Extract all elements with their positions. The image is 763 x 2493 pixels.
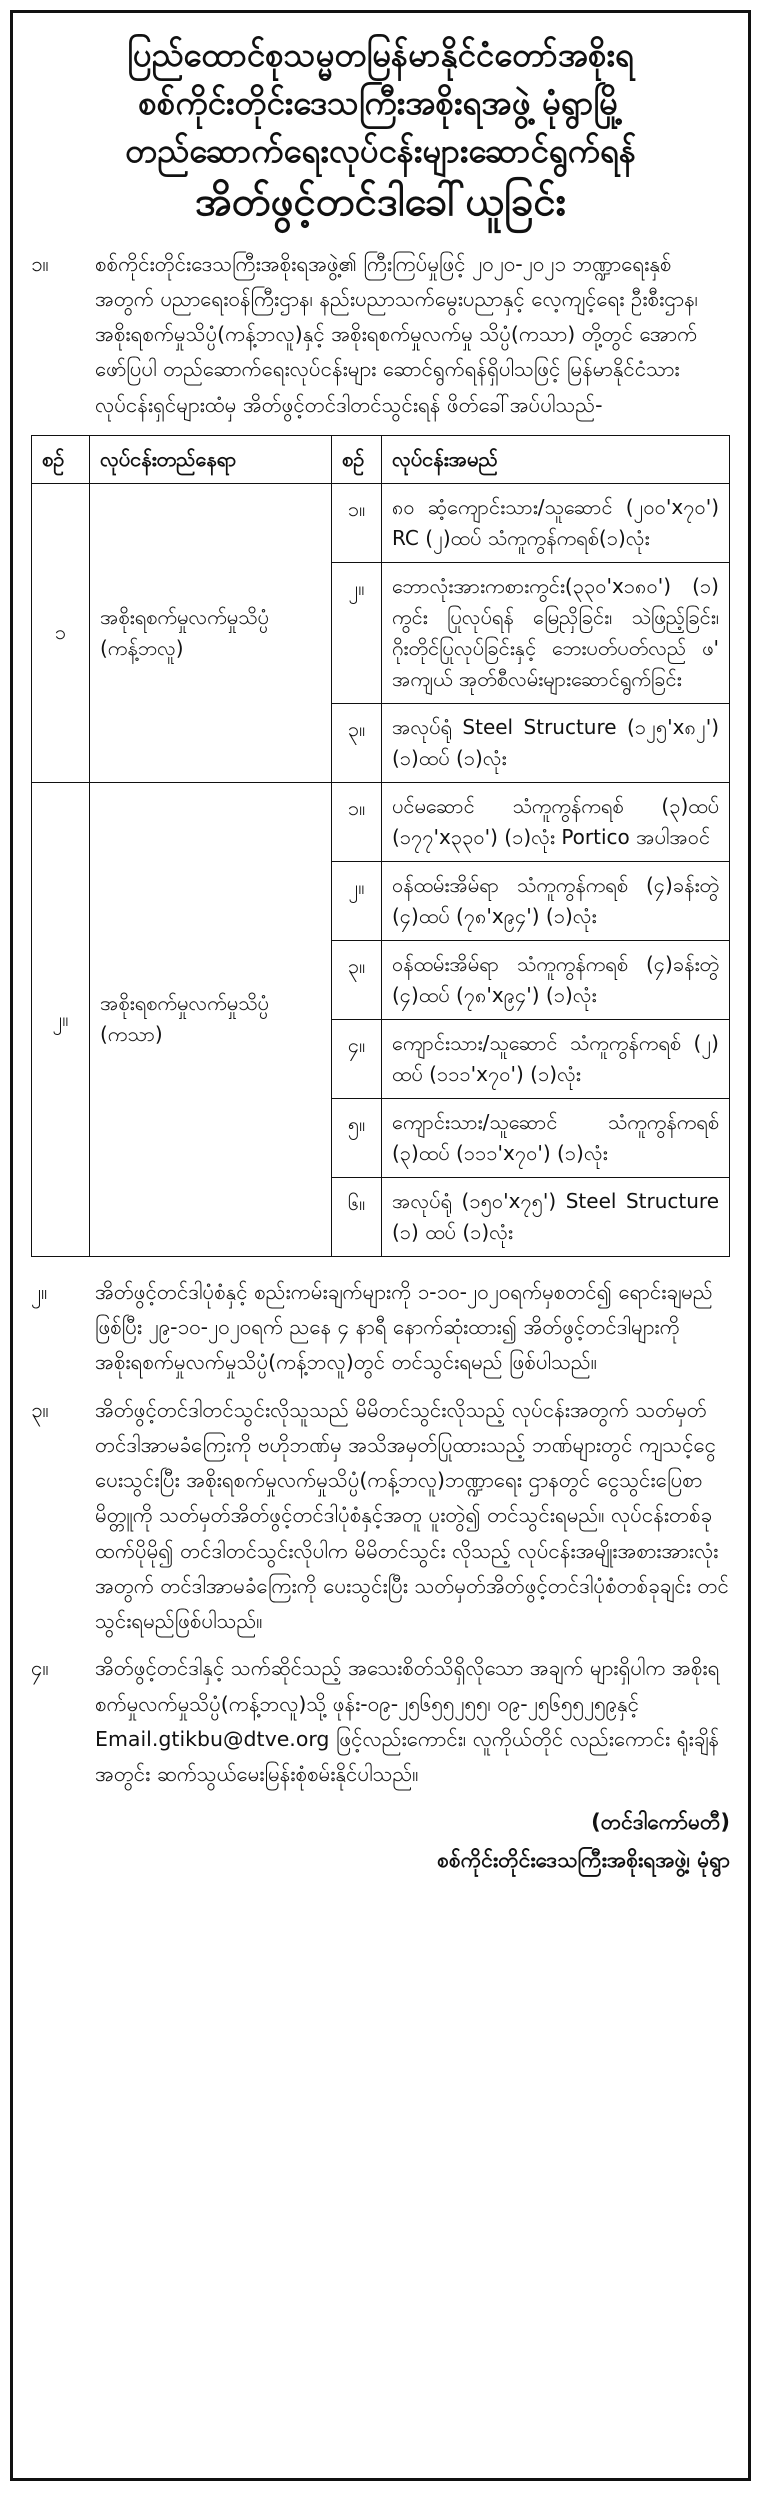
paragraph-text: အိတ်ဖွင့်တင်ဒါပုံစံနှင့် စည်းကမ်းချက်များကို ၁-၁၀-၂၀၂၀ရက်မှစတင်၍ ရောင်းချမည်ဖြစ်ပြီး ၂၉-၁၀-၂၀၂၀ရက် ညနေ ၄ နာရီ နောက်ဆုံးထား၍ အိတ်ဖွင့်တင်ဒါများကို အစိုးရစက်မှုလက်မှုသိပ္ပံ(ကန့်ဘလူ)တွင် တင်သွင်းရမည် ဖြစ်ပါသည်။ — [95, 1279, 713, 1375]
paragraph-number: ၂။ — [31, 1279, 48, 1304]
work-name: ဝန်ထမ်းအိမ်ရာ သံကူကွန်ကရစ် (၄)ခန်းတွဲ (၄)ထပ် (၇၈'x၉၄') (၁)လုံး — [382, 940, 730, 1019]
work-name: အလုပ်ရုံ (၁၅၀'x၇၅') Steel Structure (၁) ထပ် (၁)လုံး — [382, 1177, 730, 1256]
contact-paragraph — [31, 1651, 730, 1792]
item-number: ၃။ — [332, 703, 382, 782]
item-number: ၂။ — [332, 562, 382, 703]
open-tender-title: အိတ်ဖွင့်တင်ဒါခေါ်ယူခြင်း — [195, 178, 566, 225]
item-number: ၁။ — [332, 483, 382, 562]
table-header — [32, 435, 730, 483]
construction-works-title: တည်ဆောက်ရေးလုပ်ငန်းများဆောင်ရွက်ရန် — [125, 130, 636, 170]
table-row — [32, 483, 730, 562]
intro-paragraph — [31, 247, 730, 423]
work-name: ကျောင်းသား/သူဆောင် သံကူကွန်ကရစ် (၃)ထပ် (၁၁၁'x၇၀') (၁)လုံး — [382, 1098, 730, 1177]
work-name: ၈၀ ဆံ့ကျောင်းသား/သူဆောင် (၂၀၀'x၇၀') RC (၂)ထပ် သံကူကွန်ကရစ်(၁)လုံး — [382, 483, 730, 562]
work-name: အလုပ်ရုံ Steel Structure (၁၂၅'x၈၂') (၁)ထပ် (၁)လုံး — [382, 703, 730, 782]
work-name: ပင်မဆောင် သံကူကွန်ကရစ် (၃)ထပ် (၁၇၇'x၃၃၀') (၁)လုံး Portico အပါအဝင် — [382, 782, 730, 861]
work-name: ကျောင်းသား/သူဆောင် သံကူကွန်ကရစ် (၂) ထပ် (၁၁၁'x၇၀') (၁)လုံး — [382, 1019, 730, 1098]
group-location: အစိုးရစက်မှုလက်မှုသိပ္ပံ (ကသာ) — [90, 782, 332, 1256]
item-number: ၃။ — [332, 940, 382, 1019]
item-number: ၁။ — [332, 782, 382, 861]
paragraph-number: ၃။ — [31, 1397, 49, 1422]
paragraph-text: စစ်ကိုင်းတိုင်းဒေသကြီးအစိုးရအဖွဲ့၏ ကြီးကြပ်မှုဖြင့် ၂၀၂၀-၂၀၂၁ ဘဏ္ဍာရေးနှစ်အတွက် ပညာရေးဝန်ကြီးဌာန၊ နည်းပညာသက်မွေးပညာနှင့် လေ့ကျင့်ရေး ဦးစီးဌာန၊ အစိုးရစက်မှုသိပ္ပံ(ကန့်ဘလူ)နှင့် အစိုးရစက်မှုလက်မှု သိပ္ပံ(ကသာ) တို့တွင် အောက် ဖော်ပြပါ တည်ဆောက်ရေးလုပ်ငန်းများ ဆောင်ရွက်ရန်ရှိပါသဖြင့် မြန်မာနိုင်ငံသားလုပ်ငန်းရှင်များထံမှ အိတ်ဖွင့်တင်ဒါတင်သွင်းရန် ဖိတ်ခေါ်အပ်ပါသည်- — [95, 251, 705, 417]
group-number: ၁ — [32, 483, 90, 782]
announcement-frame — [10, 10, 751, 2481]
table-row — [32, 782, 730, 861]
closing-signature — [31, 1804, 730, 1880]
work-name: ဘောလုံးအားကစားကွင်း(၃၃၀'x၁၈၀') (၁) ကွင်း ပြုလုပ်ရန် မြေညှိခြင်း၊ သဲဖြည့်ခြင်း၊ ဂိုးတိုင်ပြုလုပ်ခြင်းနှင့် ဘေးပတ်ပတ်လည် ဖ' အကျယ် အုတ်စီလမ်းများဆောင်ရွက်ခြင်း — [382, 562, 730, 703]
group-number: ၂။ — [32, 782, 90, 1256]
work-name: ဝန်ထမ်းအိမ်ရာ သံကူကွန်ကရစ် (၄)ခန်းတွဲ (၄)ထပ် (၇၈'x၉၄') (၁)လုံး — [382, 861, 730, 940]
tender-sale-paragraph — [31, 1275, 730, 1381]
project-table — [31, 435, 730, 1257]
item-number: ၂။ — [332, 861, 382, 940]
item-number: ၄။ — [332, 1019, 382, 1098]
deposit-paragraph — [31, 1393, 730, 1640]
government-title: ပြည်ထောင်စုသမ္မတမြန်မာနိုင်ငံတော်အစိုးရ — [127, 35, 634, 74]
header-work-name: လုပ်ငန်းအမည် — [382, 435, 730, 483]
item-number: ၅။ — [332, 1098, 382, 1177]
issuing-organization: စစ်ကိုင်းတိုင်းဒေသကြီးအစိုးရအဖွဲ့၊ မုံရွာ — [437, 1848, 730, 1873]
table-header-row — [32, 435, 730, 483]
tender-committee-label: (တင်ဒါကော်မတီ) — [591, 1810, 730, 1835]
header-sub-number: စဉ် — [332, 435, 382, 483]
paragraph-number: ၁။ — [31, 251, 49, 276]
paragraph-number: ၄။ — [31, 1656, 49, 1681]
announcement-header — [31, 31, 730, 229]
paragraph-text: အိတ်ဖွင့်တင်ဒါတင်သွင်းလိုသူသည် မိမိတင်သွင်းလိုသည့် လုပ်ငန်းအတွက် သတ်မှတ်တင်ဒါအာမခံကြေးကို ဗဟိုဘဏ်မှ အသိအမှတ်ပြုထားသည့် ဘဏ်များတွင် ကျသင့်ငွေပေးသွင်းပြီး အစိုးရစက်မှုလက်မှုသိပ္ပံ(ကန့်ဘလူ)ဘဏ္ဍာရေး ဌာနတွင် ငွေသွင်းပြေစာမိတ္တူကို သတ်မှတ်အိတ်ဖွင့်တင်ဒါပုံစံနှင့်အတူ ပူးတွဲ၍ တင်သွင်းရမည်။ လုပ်ငန်းတစ်ခုထက်ပိုမို၍ တင်ဒါတင်သွင်းလိုပါက မိမိတင်သွင်း လိုသည့် လုပ်ငန်းအမျိုးအစားအားလုံးအတွက် တင်ဒါအာမခံကြေးကို ပေးသွင်းပြီး သတ်မှတ်အိတ်ဖွင့်တင်ဒါပုံစံတစ်ခုချင်း တင်သွင်းရမည်ဖြစ်ပါသည်။ — [95, 1397, 729, 1634]
header-location: လုပ်ငန်းတည်နေရာ — [90, 435, 332, 483]
table-body — [32, 483, 730, 1256]
header-number: စဉ် — [32, 435, 90, 483]
item-number: ၆။ — [332, 1177, 382, 1256]
group-location: အစိုးရစက်မှုလက်မှုသိပ္ပံ (ကန့်ဘလူ) — [90, 483, 332, 782]
paragraph-text: အိတ်ဖွင့်တင်ဒါနှင့် သက်ဆိုင်သည့် အသေးစိတ်သိရှိလိုသော အချက် များရှိပါက အစိုးရစက်မှုလက်မှုသိပ္ပံ(ကန့်ဘလူ)သို့ ဖုန်း-၀၉-၂၅၆၅၅၂၅၅၊ ၀၉-၂၅၆၅၅၂၅၉နှင့် Email.gtikbu@dtve.org ဖြင့်လည်းကောင်း၊ လူကိုယ်တိုင် လည်းကောင်း ရုံးချိန်အတွင်း ဆက်သွယ်မေးမြန်းစုံစမ်းနိုင်ပါသည်။ — [95, 1656, 720, 1787]
regional-government-title: စစ်ကိုင်းတိုင်းဒေသကြီးအစိုးရအဖွဲ့ မုံရွာမြို့ — [138, 82, 623, 122]
